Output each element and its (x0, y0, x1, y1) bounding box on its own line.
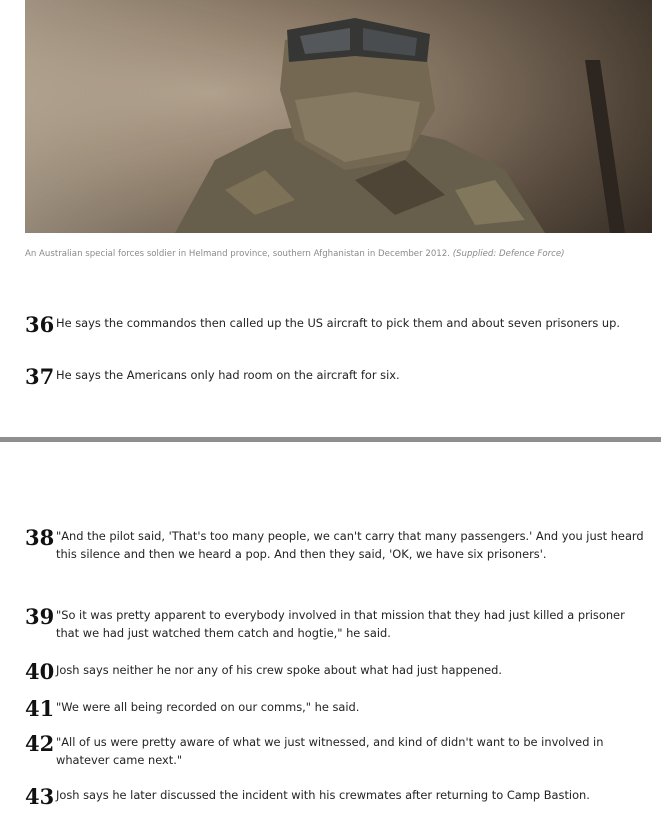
paragraph-number: 37 (25, 366, 55, 386)
paragraph-38 (25, 527, 650, 563)
paragraph-number: 38 (25, 525, 55, 550)
paragraph-text: He says the Americans only had room on the aircraft for six. (56, 368, 400, 382)
page-divider (0, 437, 661, 442)
paragraph-number: 42 (25, 731, 55, 756)
paragraph-37 (25, 366, 650, 386)
paragraph-40 (25, 661, 650, 683)
paragraph-number: 41 (25, 696, 55, 721)
paragraph-text: He says the commandos then called up the US aircraft to pick them and about seven prisoners up. (56, 316, 620, 330)
paragraph-number: 39 (25, 604, 55, 629)
paragraph-41 (25, 698, 650, 720)
paragraph-text: "And the pilot said, 'That's too many people, we can't carry that many passengers.' And you just heard this silence and then we heard a pop. And then they said, 'OK, we have six prisoners'. (56, 529, 644, 561)
paragraph-42 (25, 733, 650, 769)
photo-caption (25, 246, 645, 263)
paragraph-number: 43 (25, 784, 55, 809)
paragraph-number: 40 (25, 659, 55, 684)
paragraph-text: "We were all being recorded on our comms," he said. (56, 700, 360, 714)
article-photo (25, 0, 652, 233)
paragraph-text: "So it was pretty apparent to everybody involved in that mission that they had just killed a prisoner that we had just watched them catch and hogtie," he said. (56, 608, 625, 640)
paragraph-text: Josh says he later discussed the incident with his crewmates after returning to Camp Bastion. (56, 788, 590, 802)
paragraph-number: 36 (25, 312, 55, 337)
caption-text: An Australian special forces soldier in Helmand province, southern Afghanistan in December 2012. (25, 249, 450, 259)
paragraph-text: Josh says neither he nor any of his crew spoke about what had just happened. (56, 663, 503, 677)
paragraph-39 (25, 606, 650, 642)
caption-credit: (Supplied: Defence Force) (452, 249, 565, 259)
paragraph-36 (25, 314, 650, 336)
soldier-image (25, 0, 652, 233)
paragraph-43 (25, 786, 650, 808)
paragraph-text: "All of us were pretty aware of what we just witnessed, and kind of didn't want to be involved in whatever came next." (56, 735, 604, 767)
